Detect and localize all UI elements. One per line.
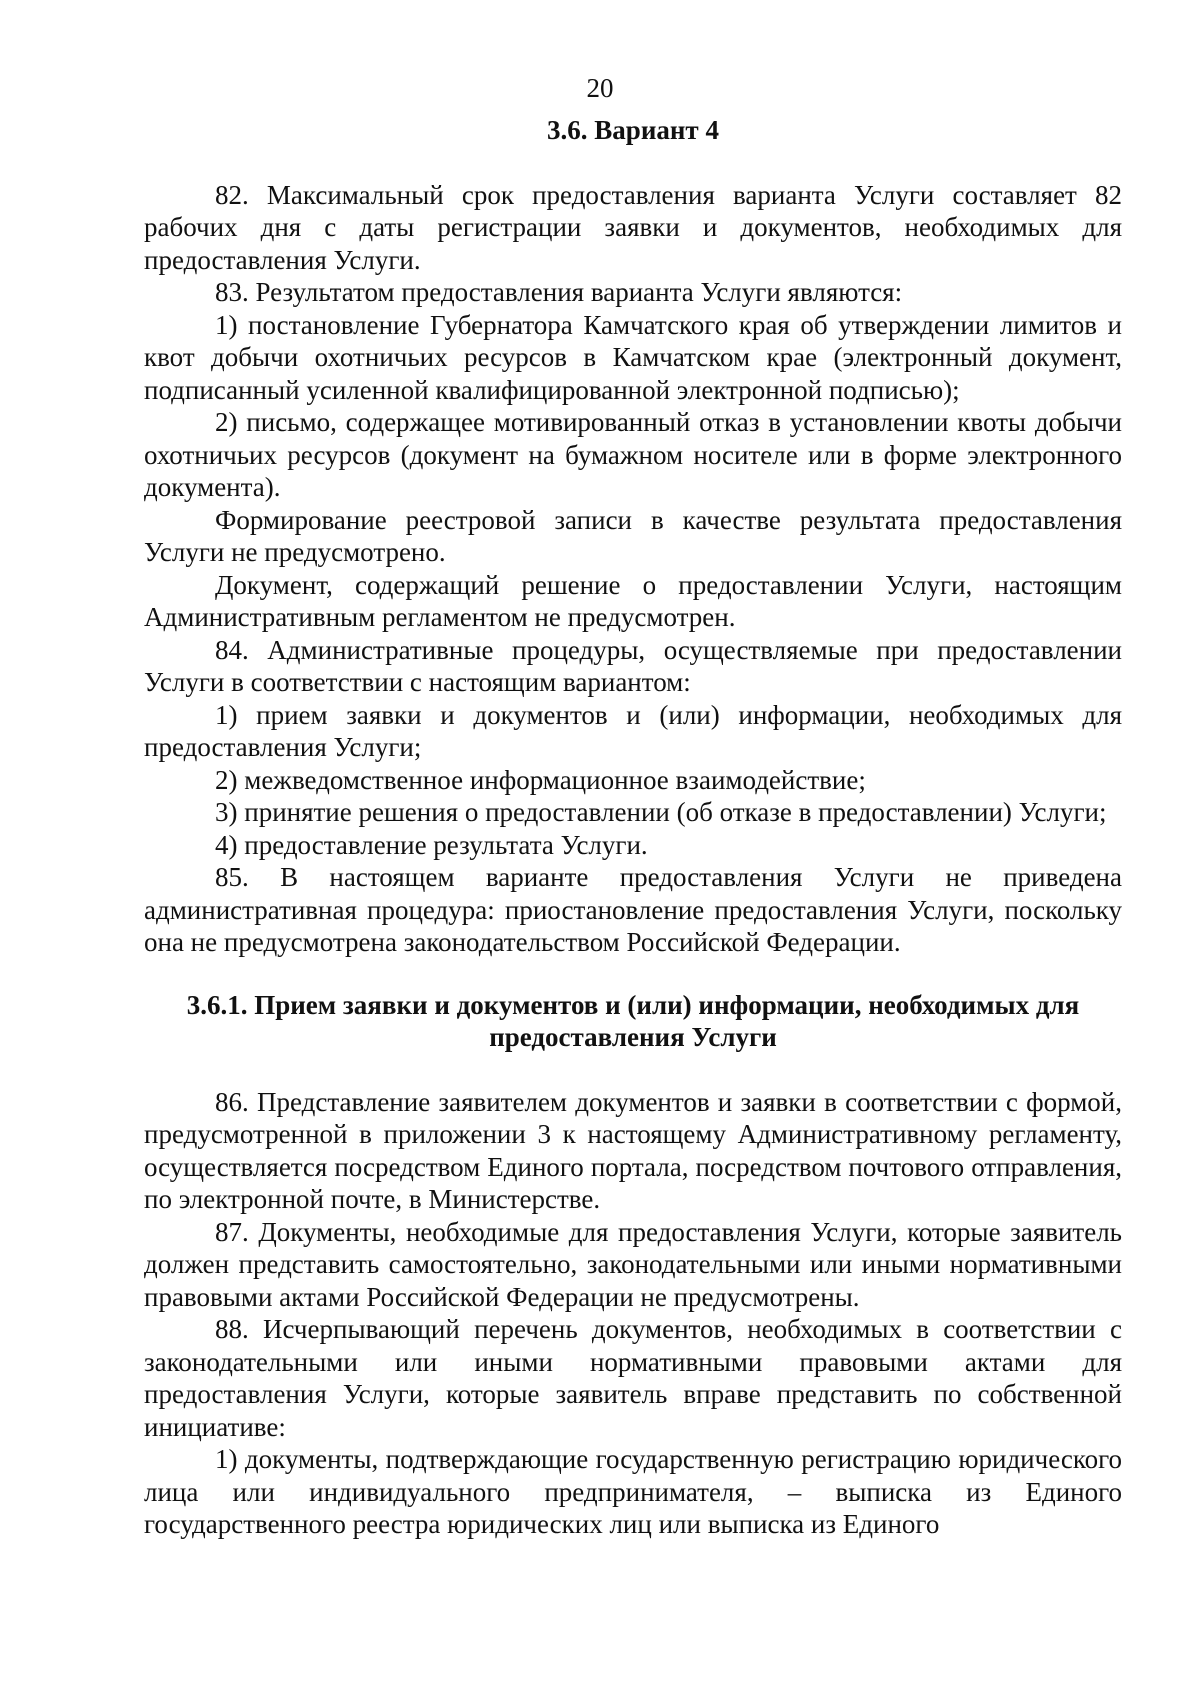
document-body xyxy=(144,114,1122,1541)
paragraph-84-item-3: 3) принятие решения о предоставлении (об отказе в предоставлении) Услуги; xyxy=(215,797,1107,827)
paragraph-registry-record: Формирование реестровой записи в качестве результата предоставления Услуги не предусмотрено. xyxy=(144,504,1122,567)
paragraph-84-item-1: 1) прием заявки и документов и (или) информации, необходимых для предоставления Услуги; xyxy=(144,699,1122,762)
paragraph-87: 87. Документы, необходимые для предоставления Услуги, которые заявитель должен представить самостоятельно, законодательными или иными нормативными правовыми актами Российской Федерации не предусмотрены. xyxy=(144,1216,1122,1312)
paragraph-84-item-2: 2) межведомственное информационное взаимодействие; xyxy=(215,764,866,795)
paragraph-88-item-1: 1) документы, подтверждающие государственную регистрацию юридического лица или индивидуального предпринимателя, – выписка из Единого государственного реестра юридических лиц или выписка из Единого xyxy=(144,1444,1122,1539)
subsection-title: 3.6.1. Прием заявки и документов и (или) информации, необходимых для предоставления Услуги xyxy=(186,989,1080,1052)
paragraph-decision-document: Документ, содержащий решение о предоставлении Услуги, настоящим Административным регламентом не предусмотрен. xyxy=(144,569,1122,632)
paragraph-85: 85. В настоящем варианте предоставления Услуги не приведена административная процедура: приостановление предоставления Услуги, поскольку она не предусмотрена законодательством Российской Федерации. xyxy=(144,862,1122,957)
paragraph-83: 83. Результатом предоставления варианта Услуги являются: xyxy=(215,277,903,307)
paragraph-83-item-1: 1) постановление Губернатора Камчатского края об утверждении лимитов и квот добычи охотничьих ресурсов в Камчатском крае (электронный документ, подписанный усиленной квалифицированной электронной подписью); xyxy=(144,309,1122,405)
paragraph-82: 82. Максимальный срок предоставления варианта Услуги составляет 82 рабочих дня с даты регистрации заявки и документов, необходимых для предоставления Услуги. xyxy=(144,179,1122,275)
paragraph-86: 86. Представление заявителем документов и заявки в соответствии с формой, предусмотренной в приложении 3 к настоящему Административному регламенту, осуществляется посредством Единого портала, посредством почтового отправления, по электронной почте, в Министерстве. xyxy=(144,1086,1122,1214)
paragraph-83-item-2: 2) письмо, содержащее мотивированный отказ в установлении квоты добычи охотничьих ресурсов (документ на бумажном носителе или в форме электронного документа). xyxy=(144,407,1122,502)
paragraph-84: 84. Административные процедуры, осуществляемые при предоставлении Услуги в соответствии с настоящим вариантом: xyxy=(144,634,1122,697)
paragraph-88: 88. Исчерпывающий перечень документов, необходимых в соответствии с законодательными или иными нормативными правовыми актами для предоставления Услуги, которые заявитель вправе представить по собственной инициативе: xyxy=(144,1314,1122,1442)
page-number: 20 xyxy=(586,73,614,103)
section-title: 3.6. Вариант 4 xyxy=(547,115,719,145)
paragraph-84-item-4: 4) предоставление результата Услуги. xyxy=(215,829,648,860)
